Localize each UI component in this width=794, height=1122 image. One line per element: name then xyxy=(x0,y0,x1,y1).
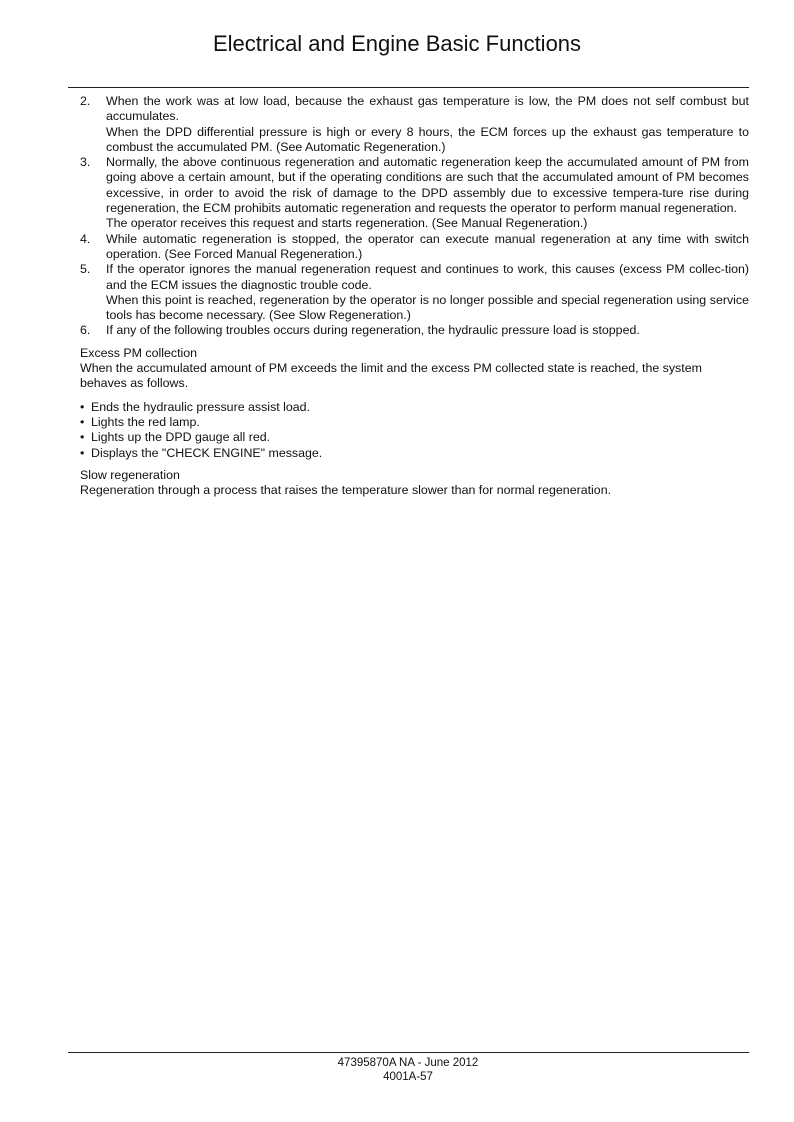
step-number: 6. xyxy=(80,323,91,338)
bullet-text: Displays the "CHECK ENGINE" message. xyxy=(91,445,323,460)
step-paragraph: If the operator ignores the manual regeneration request and continues to work, this causes (excess PM collec-tion) and the ECM issues the diagnostic trouble code. xyxy=(106,262,749,292)
bullet-icon: • xyxy=(80,430,85,445)
step-number: 2. xyxy=(80,94,91,108)
bullet-icon: • xyxy=(80,445,85,460)
step-paragraph: The operator receives this request and starts regeneration. (See Manual Regeneration.) xyxy=(106,216,588,231)
list-item xyxy=(80,94,749,155)
list-item xyxy=(80,262,749,323)
header-divider xyxy=(68,87,749,88)
step-paragraph: When this point is reached, regeneration by the operator is no longer possible and special regeneration using service tools has become necessary. (See Slow Regeneration.) xyxy=(106,292,749,323)
document-reference: 47395870A NA - June 2012 xyxy=(337,1057,479,1069)
step-paragraph: When the DPD differential pressure is high or every 8 hours, the ECM forces up the exhaust gas temperature to combust the accumulated PM. (See Automatic Regeneration.) xyxy=(106,124,749,154)
list-item xyxy=(80,323,749,338)
section-body: When the accumulated amount of PM exceeds the limit and the excess PM collected state is reached, the system behaves as follows. xyxy=(80,361,702,391)
page-content xyxy=(80,94,749,498)
section-heading: Slow regeneration xyxy=(80,467,180,482)
step-number: 3. xyxy=(80,155,91,170)
page-footer xyxy=(0,1056,794,1084)
list-item xyxy=(80,430,749,445)
bullet-icon: • xyxy=(80,414,85,429)
bullet-icon: • xyxy=(80,399,85,414)
list-item xyxy=(80,232,749,263)
page-title: Electrical and Engine Basic Functions xyxy=(212,31,582,56)
section-body: Regeneration through a process that raises the temperature slower than for normal regeneration. xyxy=(80,483,612,498)
step-paragraph: When the work was at low load, because the exhaust gas temperature is low, the PM does not self combust but accumulates. xyxy=(106,94,749,124)
list-item xyxy=(80,400,749,415)
excess-pm-bullet-list xyxy=(80,400,749,461)
list-item xyxy=(80,446,749,461)
list-item xyxy=(80,155,749,231)
step-number: 5. xyxy=(80,262,91,277)
slow-regeneration-section xyxy=(80,468,749,499)
list-item xyxy=(80,415,749,430)
excess-pm-section xyxy=(80,346,749,461)
bullet-text: Lights the red lamp. xyxy=(91,414,200,429)
bullet-text: Ends the hydraulic pressure assist load. xyxy=(91,399,311,414)
step-paragraph: Normally, the above continuous regeneration and automatic regeneration keep the accumulated amount of PM from going above a certain amount, but if the operating conditions are such that the accumulated amount of PM becomes excessive, in order to avoid the risk of damage to the DPD assembly due to excessive tempera-ture rise during regeneration, the ECM prohibits automatic regeneration and requests the operator to perform manual regeneration. xyxy=(106,155,749,216)
regeneration-steps-list xyxy=(80,94,749,339)
step-paragraph: If any of the following troubles occurs during regeneration, the hydraulic pressure load is stopped. xyxy=(106,323,640,338)
bullet-text: Lights up the DPD gauge all red. xyxy=(91,430,271,445)
page-number: 4001A-57 xyxy=(383,1071,433,1083)
step-paragraph: While automatic regeneration is stopped, the operator can execute manual regeneration at any time with switch operation. (See Forced Manual Regeneration.) xyxy=(106,231,749,261)
section-heading: Excess PM collection xyxy=(80,345,198,360)
step-number: 4. xyxy=(80,231,91,246)
footer-divider xyxy=(68,1052,749,1053)
